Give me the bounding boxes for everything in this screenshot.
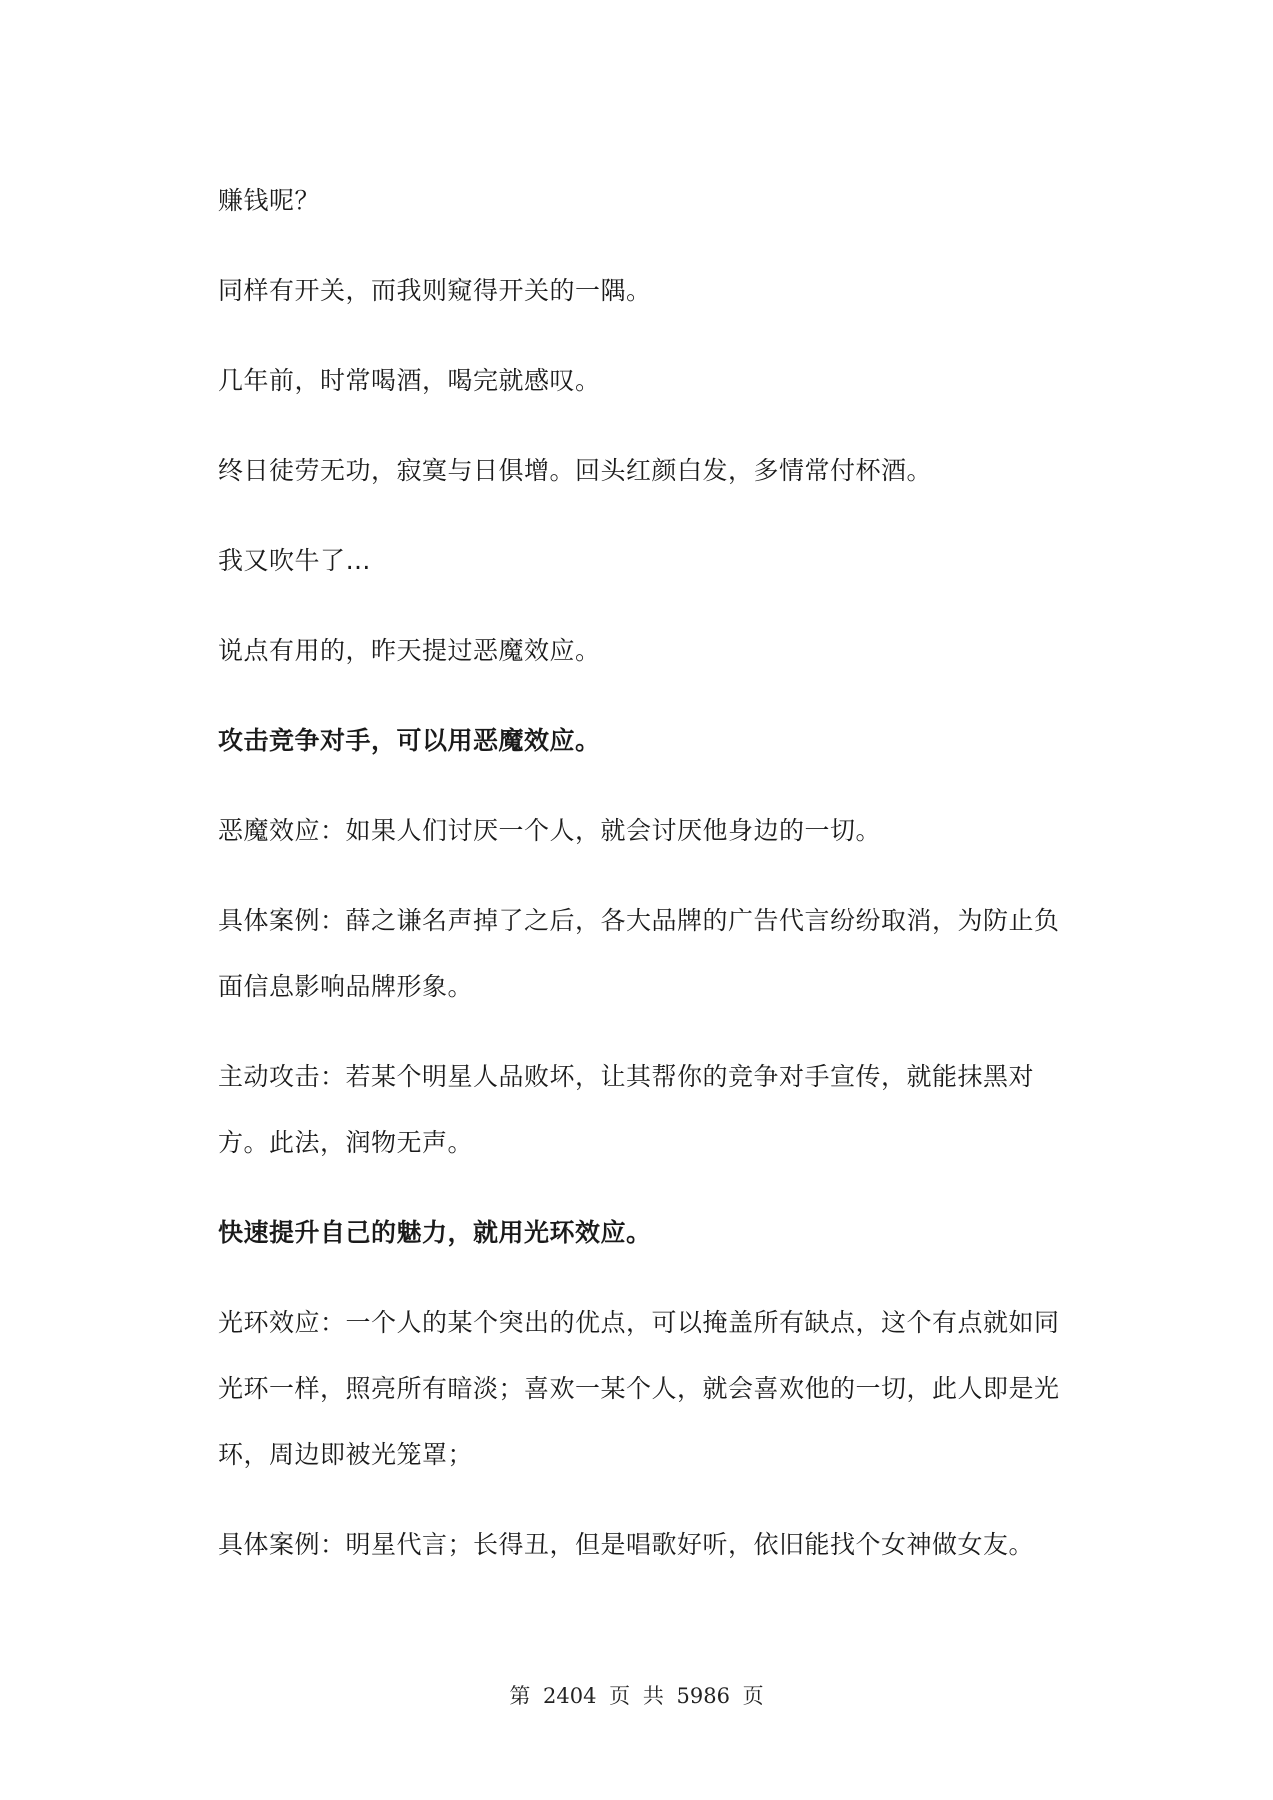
paragraph: 恶魔效应：如果人们讨厌一个人，就会讨厌他身边的一切。 — [218, 816, 882, 845]
paragraph: 几年前，时常喝酒，喝完就感叹。 — [218, 366, 601, 395]
document-body — [218, 168, 1068, 1602]
paragraph: 光环效应：一个人的某个突出的优点，可以掩盖所有缺点，这个有点就如同光环一样，照亮所有暗淡；喜欢一某个人，就会喜欢他的一切，此人即是光环，周边即被光笼罩； — [218, 1308, 1060, 1469]
paragraph: 赚钱呢？ — [218, 186, 321, 215]
section-heading: 快速提升自己的魅力，就用光环效应。 — [218, 1218, 652, 1247]
paragraph: 主动攻击：若某个明星人品败坏，让其帮你的竞争对手宣传，就能抹黑对方。此法，润物无声。 — [218, 1062, 1035, 1157]
paragraph: 具体案例：明星代言；长得丑，但是唱歌好听，依旧能找个女神做女友。 — [218, 1530, 1035, 1559]
section-heading: 攻击竞争对手，可以用恶魔效应。 — [218, 726, 601, 755]
paragraph: 说点有用的，昨天提过恶魔效应。 — [218, 636, 601, 665]
page-number-footer: 第 2404 页 共 5986 页 — [509, 1684, 764, 1708]
paragraph: 同样有开关，而我则窥得开关的一隅。 — [218, 276, 652, 305]
paragraph: 终日徒劳无功，寂寞与日俱增。回头红颜白发，多情常付杯酒。 — [218, 456, 933, 485]
paragraph: 具体案例：薛之谦名声掉了之后，各大品牌的广告代言纷纷取消，为防止负面信息影响品牌形象。 — [218, 906, 1060, 1001]
paragraph: 我又吹牛了… — [218, 546, 372, 575]
